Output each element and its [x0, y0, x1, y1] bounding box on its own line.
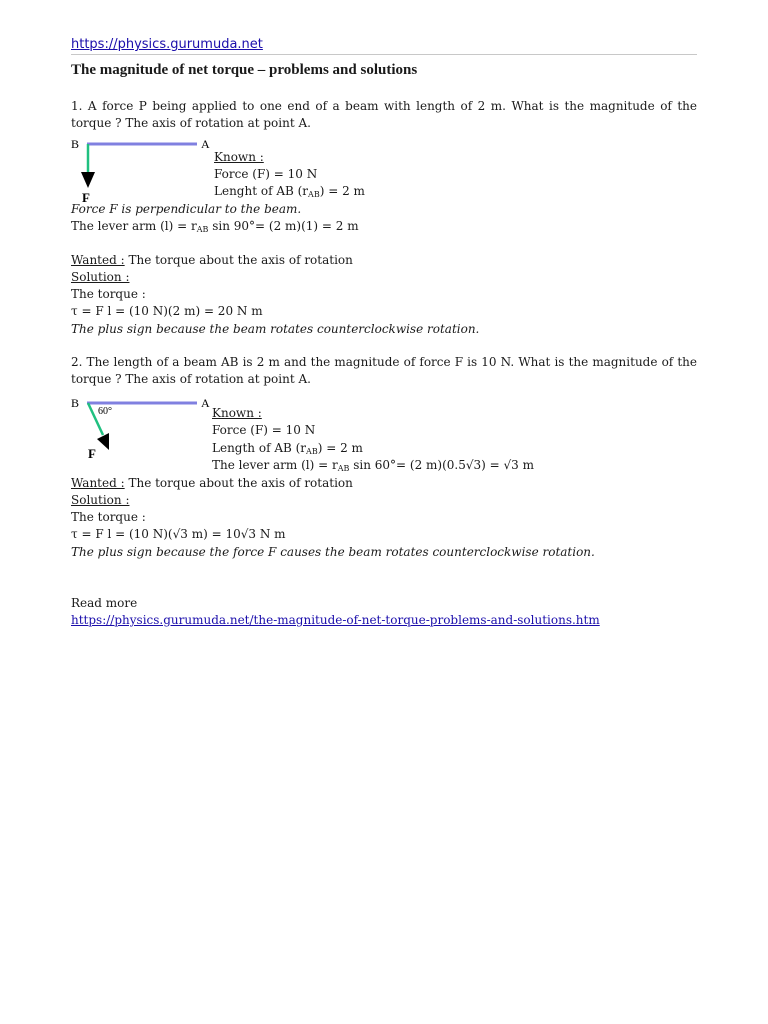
- force-arrowhead: [81, 172, 95, 188]
- read-more-link[interactable]: https://physics.gurumuda.net/the-magnitude-of-net-torque-problems-and-solutions.htm: [71, 613, 600, 627]
- problem-1-conclusion: The plus sign because the beam rotates counterclockwise rotation.: [71, 322, 480, 336]
- problem-2-lever-arm: The lever arm $(l) = r_{AB}$ sin 60°= (2 m)(0.5√3) = √3 m: [212, 458, 534, 473]
- problem-2-solution-label: Solution :: [71, 493, 130, 507]
- problem-1-known-length: Lenght of AB $(r_{AB}) = 2$ m: [214, 184, 365, 199]
- label-f: F: [88, 446, 96, 461]
- force-arrowhead: [97, 433, 109, 450]
- header-url-link[interactable]: https://physics.gurumuda.net: [71, 37, 263, 52]
- problem-1-known-force: Force (F) = 10 N: [214, 167, 318, 181]
- label-f: F: [82, 190, 90, 205]
- label-b: B: [71, 137, 80, 151]
- problem-2-wanted: Wanted : The torque about the axis of rotation: [71, 476, 353, 490]
- problem-2-known-length: Length of AB $(r_{AB}) = 2$ m: [212, 441, 363, 456]
- label-a: A: [201, 396, 210, 410]
- problem-1-torque-equation: τ = F l = (10 N)(2 m) = 20 N m: [71, 304, 263, 318]
- angle-label: 60°: [98, 406, 112, 417]
- problem-1-note: Force F is perpendicular to the beam.: [71, 202, 302, 216]
- problem-1-solution-label: Solution :: [71, 270, 130, 284]
- label-b: B: [71, 396, 80, 410]
- problem-1-lever-arm: The lever arm $(l) = r_{AB}$ sin 90°= (2 m)(1) = 2 m: [71, 219, 359, 234]
- problem-1-wanted: Wanted : The torque about the axis of rotation: [71, 253, 353, 267]
- label-a: A: [201, 137, 210, 151]
- problem-2-torque-label: The torque :: [71, 510, 146, 524]
- problem-1-diagram: [71, 136, 211, 208]
- problem-1-torque-label: The torque :: [71, 287, 146, 301]
- problem-2-known-title: Known :: [212, 406, 262, 420]
- problem-2-torque-equation: τ = F l = (10 N)(√3 m) = 10√3 N m: [71, 527, 286, 541]
- problem-1-known-title: Known :: [214, 150, 264, 164]
- problem-2-known-force: Force (F) = 10 N: [212, 423, 316, 437]
- page-title: The magnitude of net torque – problems and solutions: [71, 62, 418, 78]
- header-divider: [71, 54, 697, 55]
- problem-2-conclusion: The plus sign because the force F causes the beam rotates counterclockwise rotation.: [71, 545, 595, 559]
- problem-2-question: 2. The length of a beam AB is 2 m and the magnitude of force F is 10 N. What is the magnitude of the torque ? The axis of rotation at point A.: [71, 355, 697, 386]
- problem-1-question: 1. A force P being applied to one end of a beam with length of 2 m. What is the magnitude of the torque ? The axis of rotation at point A.: [71, 99, 697, 130]
- problem-2-diagram: [71, 395, 211, 465]
- read-more-label: Read more: [71, 596, 138, 610]
